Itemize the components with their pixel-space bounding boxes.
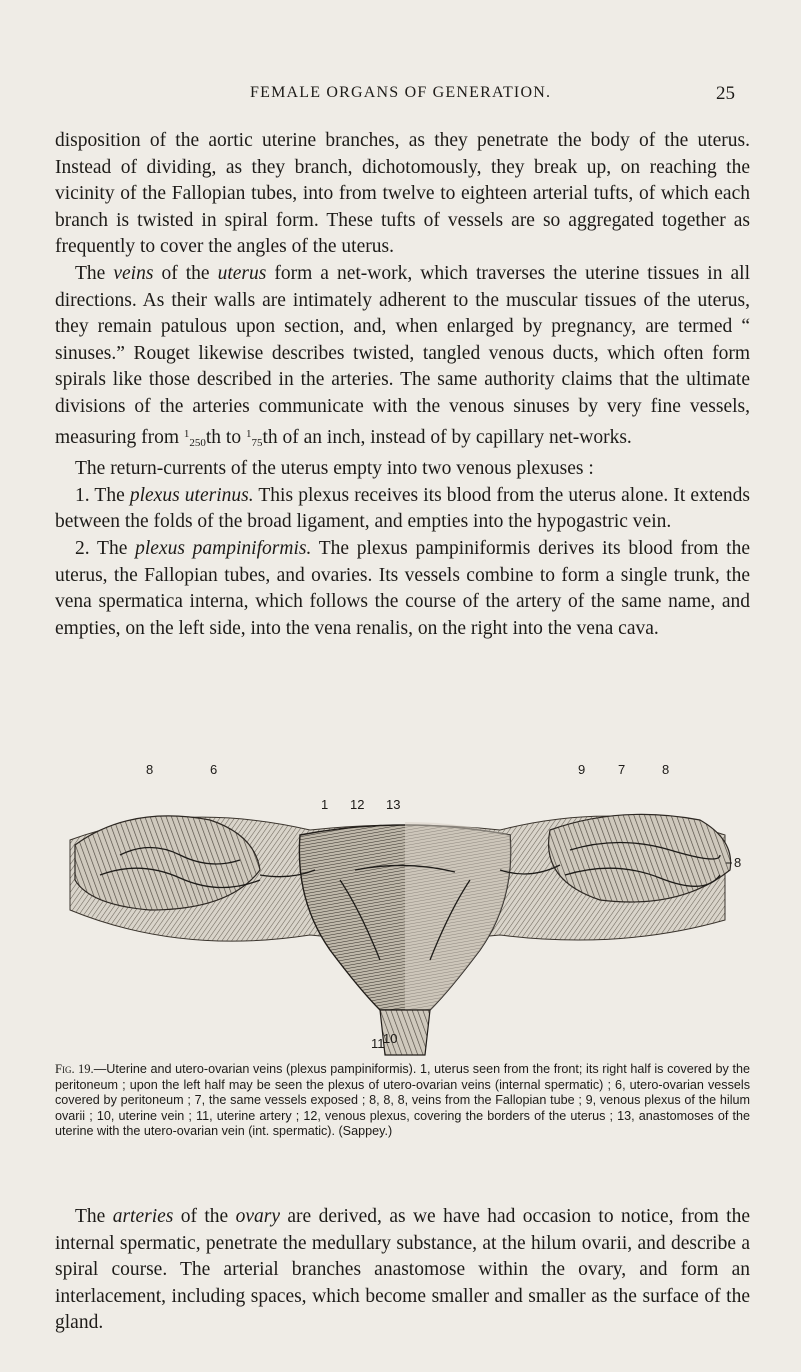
fig-label-13: 13 — [386, 797, 401, 812]
paragraph — [55, 128, 750, 261]
paragraph — [55, 483, 750, 536]
body-text-top — [55, 128, 750, 642]
text-run: th to — [205, 426, 246, 448]
fraction-numerator: 1 — [183, 427, 190, 440]
fig-label-10: 10 — [383, 1031, 398, 1046]
fraction-denominator: 250 — [189, 436, 206, 449]
fig-label-1: 1 — [321, 797, 329, 812]
fig-label-8-left: 8 — [146, 762, 154, 777]
fig-label-9: 9 — [578, 762, 586, 777]
fig-label-7: 7 — [618, 762, 626, 777]
paragraph — [55, 456, 750, 483]
fig-label-6: 6 — [210, 762, 218, 777]
peritoneum-covered-half — [405, 822, 511, 1010]
fig-label-11: 11 — [371, 1036, 385, 1051]
text-run: This plexus receives its blood from the uterus alone. It extends between the folds of the broad ligament, and empties into the hypogastric vein. — [55, 484, 750, 533]
fraction-numerator: 1 — [245, 427, 252, 440]
figure-caption — [55, 1062, 750, 1140]
running-head — [0, 84, 801, 106]
page-number: 25 — [716, 83, 735, 104]
fraction-denominator: 75 — [251, 436, 263, 449]
italic-term: plexus pampiniformis. — [135, 537, 312, 559]
fig-label-8-right: 8 — [662, 762, 670, 777]
italic-term: veins — [113, 262, 154, 284]
text-run: form a net-work, which traverses the uterine tissues in all directions. As their walls are intimately adherent to the muscular tissues of the uterus, they remain patulous upon section, and, when enlarged by pregnancy, are termed “ sinuses.” Rouget likewise describes twisted, tangled venous ducts, which often form spirals like those described in the arteries. The same authority claims that the ultimate divisions of the arteries communicate with the venous sinuses by very fine vessels, measuring from — [55, 262, 750, 448]
fig-label-8-side: 8 — [734, 855, 742, 870]
text-run: The return-currents of the uterus empty into two venous plexuses : — [75, 458, 594, 480]
caption-text: —Uterine and utero-ovarian veins (plexus pampiniformis). 1, uterus seen from the front; its right half is covered by the peritoneum ; upon the left half may be seen the plexus of utero-ovarian veins (internal spermatic) ; 6, utero-ovarian vessels covered by peritoneum ; 7, the same vessels exposed ; 8, 8, 8, veins from the Fallopian tube ; 9, venous plexus of the hilum ovarii ; 10, uterine vein ; 11, uterine artery ; 12, venous plexus, covering the borders of the uterus ; 13, anastomoses of the uterine with the utero-ovarian vein (int. spermatic). (Sappey.) — [55, 1062, 750, 1139]
text-run: 2. The — [75, 537, 136, 559]
text-run: The — [75, 1206, 113, 1227]
italic-term: plexus uterinus. — [129, 484, 254, 506]
text-run: 1. The — [75, 484, 130, 506]
caption-figure-number: Fig. 19. — [55, 1062, 94, 1076]
anatomical-illustration — [60, 760, 750, 1060]
text-run: of the — [153, 262, 218, 284]
text-run: The — [75, 262, 114, 284]
italic-term: uterus — [217, 262, 267, 284]
text-run: The plexus pampiniformis derives its blood from the uterus, the Fallopian tubes, and ovaries. Its vessels combine to form a single trunk, the vena spermatica interna, which follows the course of the artery of the same name, and empties, on the left side, into the vena renalis, on the right into the vena cava. — [55, 537, 750, 639]
italic-term: arteries — [112, 1206, 174, 1227]
paragraph — [55, 261, 750, 456]
text-run: th of an inch, instead of by capillary net-works. — [262, 426, 632, 448]
text-run: of the — [173, 1206, 236, 1227]
running-head-title: FEMALE ORGANS OF GENERATION. — [250, 84, 552, 101]
fig-label-12: 12 — [350, 797, 365, 812]
italic-term: ovary — [235, 1206, 281, 1227]
paragraph — [55, 536, 750, 642]
text-run: are derived, as we have had occasion to notice, from the internal spermatic, penetrate the medullary substance, at the hilum ovarii, and describe a spiral course. The arterial branches anastomose within the ovary, and form an interlacement, including spaces, which become smaller and smaller as the surface of the gland. — [55, 1206, 750, 1334]
text-run: disposition of the aortic uterine branches, as they penetrate the body of the uterus. Instead of dividing, as they branch, dichotomously, they break up, on reaching the vicinity of the Fallopian tubes, into from twelve to eighteen arterial tufts, of which each branch is twisted in spiral form. These tufts of vessels are so aggregated together as frequently to cover the angles of the uterus. — [55, 130, 750, 258]
paragraph — [55, 1204, 750, 1337]
body-text-bottom — [55, 1204, 750, 1337]
figure-uterine-veins — [60, 760, 750, 1060]
